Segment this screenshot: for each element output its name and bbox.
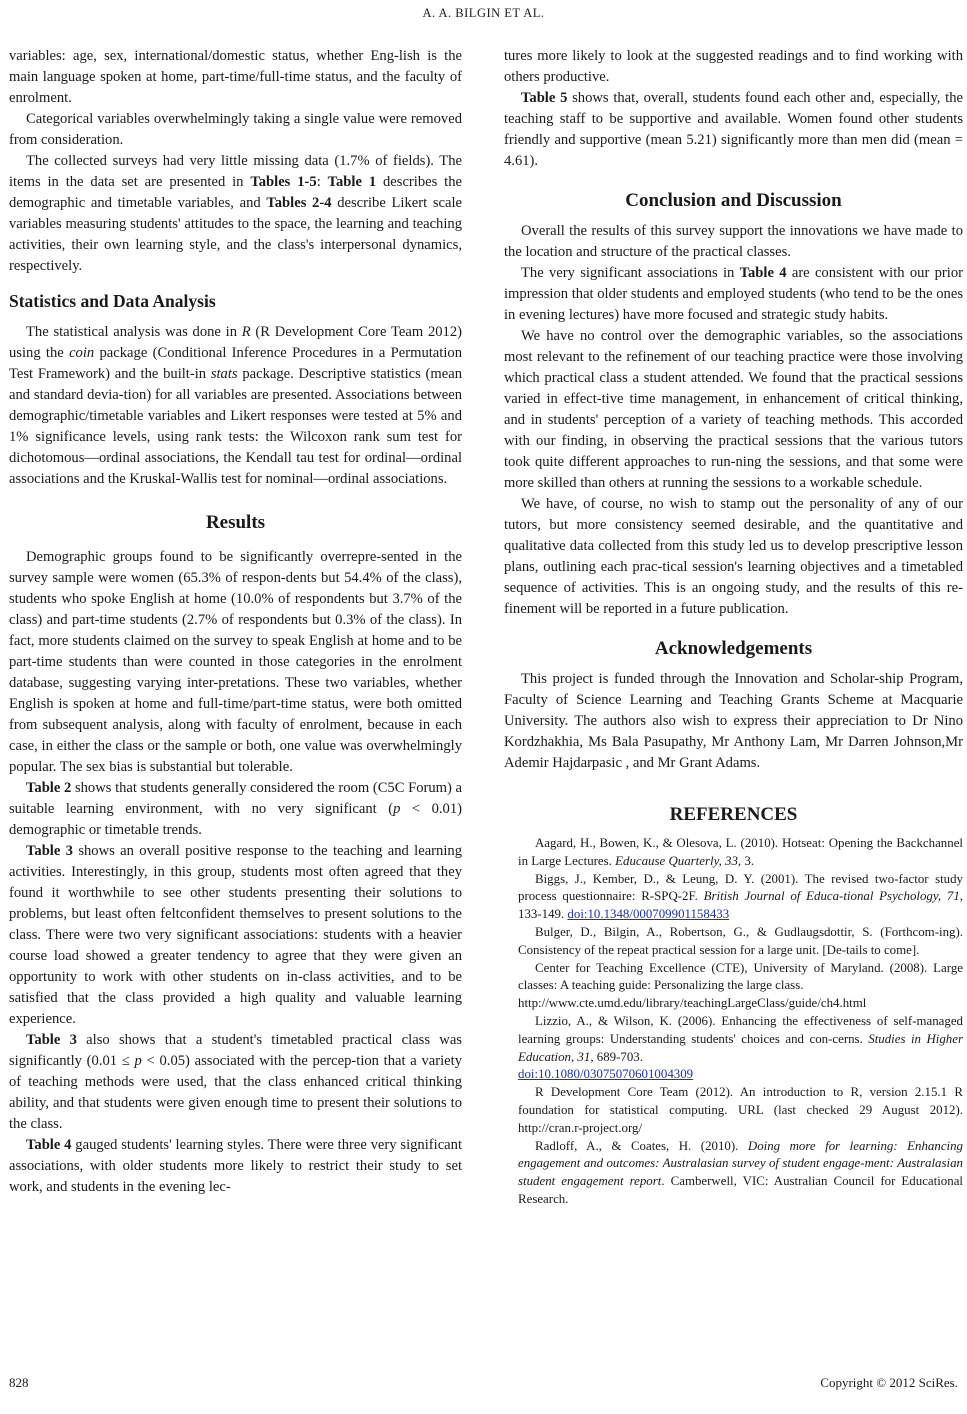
section-heading-results: Results (205, 512, 266, 533)
paragraph: variables: age, sex, international/domestic status, whether Eng-lish is the main language spoken at home, part-time/full-time status, and the faculty of enrolment. (9, 48, 462, 106)
left-column (9, 46, 462, 1198)
right-column (504, 46, 963, 1209)
paragraph: Categorical variables overwhelmingly taking a single value were removed from consideration. (9, 111, 462, 148)
section-heading-statistics: Statistics and Data Analysis (9, 291, 216, 311)
url-text: http://www.cte.umd.edu/library/teachingLargeClass/guide/ch4.html (518, 996, 867, 1011)
paragraph: tures more likely to look at the suggested readings and to find working with others productive. (504, 48, 963, 85)
paragraph: Table 5 shows that, overall, students found each other and, especially, the teaching staff to be supportive and available. Women found other students friendly and supportive (mean 5.21) significantly more than men did (mean = 4.61). (504, 90, 963, 169)
paragraph: The statistical analysis was done in R (R Development Core Team 2012) using the coin package (Conditional Inference Procedures in a Permutation Test Framework) and the built-in stats package. Descriptive statistics (mean and standard devia-tion) for all variables are presented. Associations between demographic/timetable variables and Likert responses were tested at 5% and 1% significance levels, using rank tests: the Wilcoxon rank sum test for dichotomous—ordinal associations, the Kendall tau test for ordinal—ordinal associations and the Kruskal-Wallis test for nominal—ordinal associations. (9, 324, 463, 487)
reference-item: R Development Core Team (2012). An introduction to R, version 2.15.1 R foundation for statistical computing. URL (last checked 29 August 2012). http://cran.r-project.org/ (518, 1085, 963, 1135)
paragraph: Table 3 shows an overall positive response to the teaching and learning activities. Interestingly, in this group, students most often agreed that they found it worthwhile to see other students presenting their solutions to problems, but least often feltconfident themselves to present solutions to the class. There were two very significant associations: students with a heavier course load showed a greater tendency to agree that they were given an opportunity to work with other students on in-class activities, and to be satisfied that the class provided a high quality and valuable learning experience. (9, 843, 462, 1027)
page-number: 828 (9, 1375, 29, 1390)
running-head: A. A. BILGIN ET AL. (422, 6, 545, 20)
reference-item: Lizzio, A., & Wilson, K. (2006). Enhancing the effectiveness of self-managed learning groups: Understanding students' choices and con-cerns. Studies in Higher Education, 31, 689-703. doi:10.1080/03075070601004309 (518, 1013, 963, 1082)
reference-item: Biggs, J., Kember, D., & Leung, D. Y. (2001). The revised two-factor study process questionnaire: R-SPQ-2F. British Journal of Educa-tional Psychology, 71, 133-149. doi:10.1348/000709901158433 (518, 871, 963, 922)
paragraph: We have, of course, no wish to stamp out the personality of any of our tutors, but more consistency seemed desirable, and the quantitative and qualitative data collected from this study led us to develop prescriptive lesson plans, outlining each prac-tical session's learning objectives and a timetabled sequence of activities. This is an ongoing study, and the results of this re-finement will be reported in a future publication. (504, 496, 963, 617)
paragraph: The very significant associations in Table 4 are consistent with our prior impression that older students and employed students (who tend to be the ones in evening lectures) have more focused and strategic study habits. (504, 265, 963, 323)
section-heading-acknowledgements: Acknowledgements (654, 638, 813, 659)
paragraph: We have no control over the demographic variables, so the associations most relevant to the refinement of our teaching practice were those involving which practical class a student attended. We found that the practical sessions varied in effect-tive time management, in enhancement of critical thinking, and in students' perception of a variety of teaching methods. This accorded with our finding, in observing the practical sessions that the various tutors took quite different approaches to run-ning the sessions, and that some were more skilled than others at running the sessions to a workable schedule. (504, 328, 963, 491)
doi-link[interactable]: doi:10.1080/03075070601004309 (518, 1067, 694, 1082)
reference-item: Aagard, H., Bowen, K., & Olesova, L. (2010). Hotseat: Opening the Backchannel in Large Lectures. Educause Quarterly, 33, 3. (518, 836, 963, 868)
reference-item: Bulger, D., Bilgin, A., Robertson, G., & Gudlaugsdottir, S. (Forthcom-ing). Consistency of the repeat practical session for a large unit. [De-tails to come]. (518, 924, 963, 957)
paragraph: This project is funded through the Innovation and Scholar-ship Program, Faculty of Science Learning and Teaching Grants Scheme at Macquarie University. The authors also wish to express their appreciation to Dr Nino Kordzhakhia, Ms Bala Pasupathy, Mr Anthony Lam, Mr Darren Johnson,Mr Ademir Hajdarpasic , and Mr Grant Adams. (504, 671, 963, 771)
paragraph: Overall the results of this survey support the innovations we have made to the location and structure of the practical classes. (504, 223, 963, 260)
copyright-notice: Copyright © 2012 SciRes. (820, 1375, 958, 1390)
doi-link[interactable]: doi:10.1348/000709901158433 (567, 907, 730, 922)
paragraph: Table 4 gauged students' learning styles. There were three very significant associations, with older students more likely to restrict their study to set work, and students in the evening lec- (9, 1137, 462, 1195)
paragraph: The collected surveys had very little missing data (1.7% of fields). The items in the data set are presented in Tables 1-5: Table 1 describes the demographic and timetable variables, and Tables 2-4 describe Likert scale variables measuring students' attitudes to the space, the learning and teaching activities, their own learning style, and the class's interpersonal dynamics, respectively. (9, 153, 462, 274)
reference-list (504, 835, 963, 1209)
paragraph: Table 3 also shows that a student's timetabled practical class was significantly (0.01 ≤ p < 0.05) associated with the percep-tion that a variety of teaching methods were used, that the class enhanced critical thinking ability, and that students were given enough time to present their solutions to the class. (9, 1032, 462, 1132)
reference-item: Radloff, A., & Coates, H. (2010). Doing more for learning: Enhancing engagement and outcomes: Australasian survey of student engage-ment: Australasian student engagement report. Camberwell, VIC: Australian Council for Educational Research. (518, 1138, 964, 1206)
paragraph: Demographic groups found to be significantly overrepre-sented in the survey sample were women (65.3% of respon-dents but 54.4% of the class), students who spoke English at home (10.0% of respondents but 3.7% of the class) and part-time students (2.7% of respondents but 0.3% of the class). In fact, more students claimed on the survey to speak English at home and to be part-time students than were counted in those categories in the enrolment database, suggesting varying inter-pretations. These two variables, whether English is spoken at home and full-time/part-time status, were both omitted from subsequent analysis, along with faculty of enrolment, because in each case, in either the class or the sample or both, one value was overwhelmingly popular. The sex bias is substantial but tolerable. (9, 549, 462, 775)
section-heading-references: REFERENCES (669, 804, 798, 825)
paragraph: Table 2 shows that students generally considered the room (C5C Forum) a suitable learning environment, with no very significant (p < 0.01) demographic or timetable trends. (9, 780, 463, 838)
section-heading-conclusion: Conclusion and Discussion (625, 190, 842, 211)
reference-item: Center for Teaching Excellence (CTE), University of Maryland. (2008). Large classes: A teaching guide: Personalizing the large class. http://www.cte.umd.edu/library/teachingLargeClass/guide/ch4.html (518, 960, 963, 1011)
